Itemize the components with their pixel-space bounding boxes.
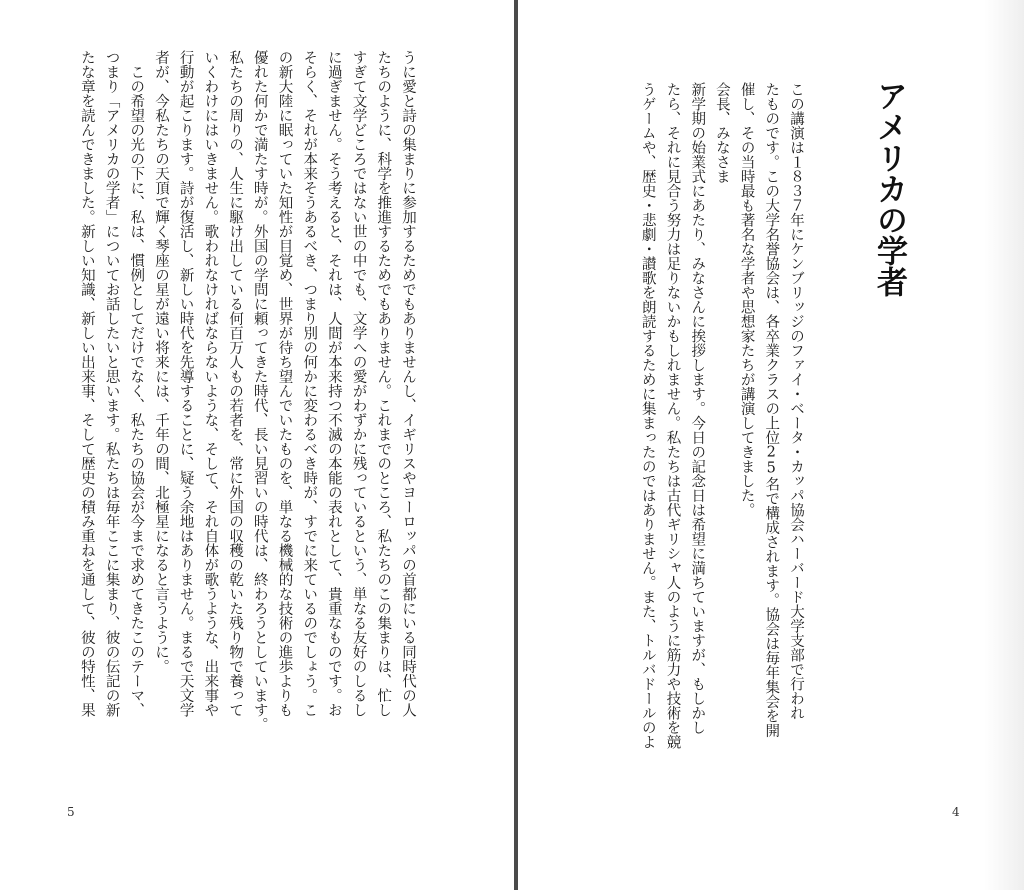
body-line: たな章を読んできました。新しい知識、新しい出来事、そして歴史の積み重ねを通して、彼の特性、果 bbox=[78, 50, 95, 717]
body-line: 新学期の始業式にあたり、みなさんに挨拶します。今日の記念日は希望に満ちていますが、もしかし bbox=[689, 82, 706, 735]
body-line: うゲームや、歴史・悲劇・讃歌を朗読するために集まったのではありません。また、トルバドールのよ bbox=[639, 82, 656, 749]
body-line: 者が、今私たちの天頂で輝く琴座の星が遠い将来には、千年の間、北極星になると言うように。 bbox=[152, 50, 169, 674]
page-number-right: 4 bbox=[952, 805, 960, 819]
body-line: いくわけにはいきません。歌われなければならないような、そして、それ自体が歌うような、出来事や bbox=[202, 50, 219, 717]
body-line: この希望の光の下に、私は、慣例としてだけでなく、私たちの協会が今まで求めてきたこのテーマ、 bbox=[128, 50, 145, 717]
body-line: すぎて文学どころではない世の中でも、文学への愛がわずかに残っているという、単なる友好のしるし bbox=[350, 50, 367, 717]
body-line: つまり「アメリカの学者」についてお話したいと思います。私たちは毎年ここに集まり、彼の伝記の新 bbox=[103, 50, 120, 717]
body-line: 催し、その当時最も著名な学者や思想家たちが講演してきました。 bbox=[738, 82, 755, 517]
body-line: に過ぎません。そう考えると、それは、人間が本来持つ不滅の本能の表れとして、貴重なものです。お bbox=[325, 50, 342, 717]
page-number-left: 5 bbox=[67, 805, 75, 819]
body-line: 優れた何かで満たす時が。外国の学問に頼ってきた時代、長い見習いの時代は、終わろうとしています。 bbox=[251, 50, 268, 732]
body-line: そらく、それが本来そうあるべき、つまり別の何かに変わるべき時が、すでに来ているのでしょう。こ bbox=[301, 50, 318, 717]
body-line: の新大陸に眠っていた知性が目覚め、世界が待ち望んでいたものを、単なる機械的な技術の進歩よりも bbox=[276, 50, 293, 717]
body-line: うに愛と詩の集まりに参加するためでもありませんし、イギリスやヨーロッパの首都にいる同時代の人 bbox=[400, 50, 416, 717]
right-page bbox=[518, 0, 1024, 890]
page-edge-shadow bbox=[984, 0, 1024, 890]
right-page-body bbox=[639, 82, 808, 782]
body-line: 私たちの周りの、人生に駆け出している何百万人もの若者を、常に外国の収穫の乾いた残り物で養って bbox=[227, 50, 244, 717]
body-line: 行動が起こります。詩が復活し、新しい時代を先導することに、疑う余地はありません。まるで天文学 bbox=[177, 50, 194, 717]
body-line: この講演は１８３７年にケンブリッジのファイ・ベータ・カッパ協会ハーバード大学支部で行われ bbox=[788, 82, 804, 720]
left-page-body bbox=[60, 50, 420, 780]
body-line: たら、それに見合う努力は足りないかもしれません。私たちは古代ギリシャ人のように筋力や技術を競 bbox=[664, 82, 681, 749]
salutation-line: 会長、みなさま bbox=[713, 82, 730, 184]
body-line: たちのように、科学を推進するためでもありません。これまでのところ、私たちのこの集まりは、忙し bbox=[375, 50, 392, 717]
chapter-title: アメリカの学者 bbox=[871, 80, 907, 297]
body-line: たものです。この大学名誉協会は、各卒業クラスの上位25名で構成されます。協会は毎年集会を開 bbox=[763, 82, 780, 738]
